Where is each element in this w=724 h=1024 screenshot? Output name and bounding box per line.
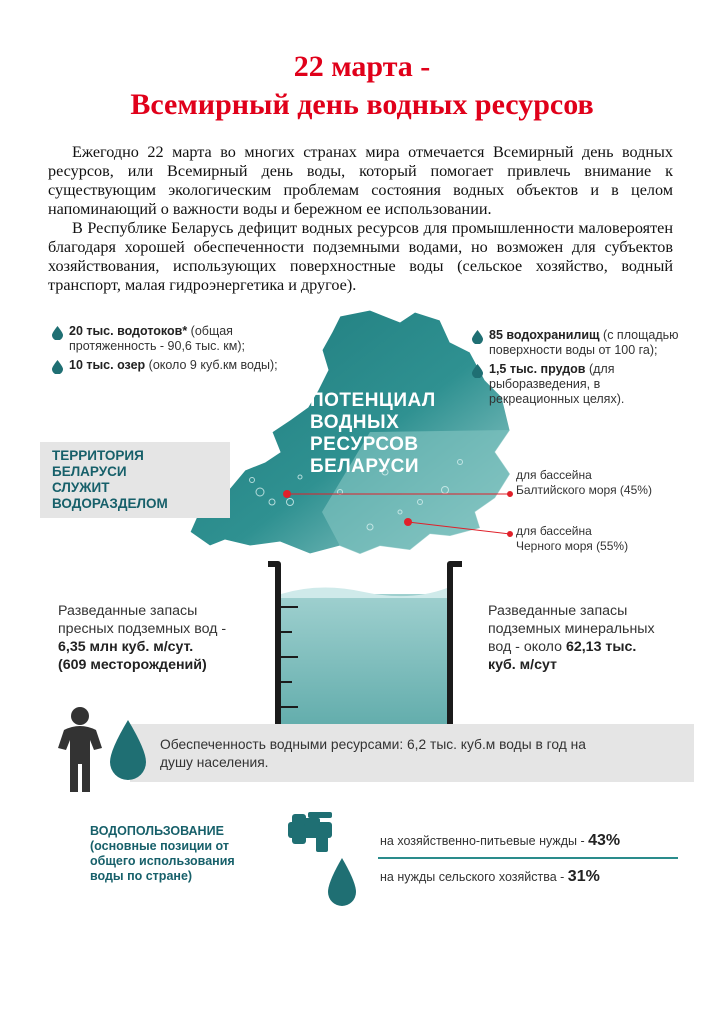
water-drop-icon	[472, 330, 483, 344]
usage-title-line-3: общего использования	[90, 854, 235, 868]
fresh-reserves-text	[58, 602, 268, 674]
baltic-marker-end	[507, 491, 513, 497]
fact-ponds	[472, 362, 694, 407]
fact-lakes	[52, 358, 292, 374]
water-drop-icon	[472, 364, 483, 378]
fact-lakes-rest: (около 9 куб.км воды);	[145, 358, 278, 372]
potential-line-4: БЕЛАРУСИ	[310, 456, 420, 477]
baltic-line-2: Балтийского моря (45%)	[516, 483, 652, 497]
fact-lakes-bold: 10 тыс. озер	[69, 358, 146, 372]
intro-paragraph-2: В Республике Беларусь дефицит водных ресурсов для промышленности маловероятен благодаря хорошей обеспеченности подземными водами, но возможен для субъектов хозяйствования, использующих поверхностные воды (сельское хозяйство, водный транспорт, малая гидроэнергетика и другое).	[48, 219, 673, 294]
water-resources-infographic	[40, 302, 694, 914]
fresh-value: 6,35 млн куб. м/сут.	[58, 639, 194, 655]
intro-text	[48, 143, 673, 295]
baltic-line-1: для бассейна	[516, 468, 592, 482]
potential-title	[310, 390, 490, 478]
mineral-value: 62,13 тыс.	[565, 639, 637, 655]
usage-row-agriculture	[380, 868, 680, 886]
mineral-line-3: вод - около	[488, 639, 566, 655]
territory-line-4: ВОДОРАЗДЕЛОМ	[52, 496, 168, 511]
beaker-water	[281, 594, 447, 745]
mineral-line-2: подземных минеральных	[488, 621, 655, 637]
mineral-unit: куб. м/сут	[488, 657, 557, 673]
territory-line-1: ТЕРРИТОРИЯ	[52, 448, 144, 463]
water-drop-icon	[52, 360, 63, 374]
fact-rivers-bold: 20 тыс. водотоков*	[69, 324, 188, 338]
person-icon	[58, 707, 102, 792]
fresh-line-1: Разведанные запасы	[58, 603, 198, 619]
black-line-1: для бассейна	[516, 524, 592, 538]
per-capita-line-2: душу населения.	[160, 755, 269, 770]
potential-line-1: ПОТЕНЦИАЛ	[310, 390, 436, 411]
water-drop-icon	[52, 326, 63, 340]
territory-line-3: СЛУЖИТ	[52, 480, 110, 495]
left-facts	[52, 324, 292, 378]
potential-line-2: ВОДНЫХ	[310, 412, 400, 433]
usage-row-drinking	[380, 832, 680, 850]
usage-agriculture-value: 31%	[567, 868, 600, 885]
usage-drinking-label: на хозяйственно-питьевые нужды -	[380, 834, 589, 848]
usage-drinking-value: 43%	[588, 832, 621, 849]
fact-reservoirs-rest: (с площадью поверхности воды от 100 га);	[489, 328, 679, 357]
right-facts	[472, 328, 694, 411]
intro-paragraph-1: Ежегодно 22 марта во многих странах мира отмечается Всемирный день водных ресурсов, или Всемирный день воды, который помогает привлечь внимание к существующим экологическим проблемам состояния водных объектов и в целом напоминающий о важности воды и бережном ее использовании.	[48, 143, 673, 218]
fact-reservoirs	[472, 328, 694, 358]
black-marker-end	[507, 531, 513, 537]
usage-agriculture-label: на нужды сельского хозяйства -	[380, 870, 568, 884]
fact-rivers	[52, 324, 292, 354]
black-basin-label	[516, 524, 628, 554]
usage-title-line-2: (основные позиции от	[90, 839, 229, 853]
fresh-deposits: (609 месторождений)	[58, 657, 207, 673]
potential-line-3: РЕСУРСОВ	[310, 434, 419, 455]
beaker-water-surface	[281, 587, 447, 598]
fact-reservoirs-bold: 85 водохранилищ	[489, 328, 600, 342]
fact-ponds-rest: (для рыборазведения, в рекреационных целях).	[489, 362, 625, 406]
usage-title	[90, 824, 270, 884]
baltic-basin-label	[516, 468, 652, 498]
usage-title-line-4: воды по стране)	[90, 869, 193, 883]
usage-divider	[378, 857, 678, 859]
usage-title-line-1: ВОДОПОЛЬЗОВАНИЕ	[90, 824, 224, 838]
fresh-line-2: пресных подземных вод -	[58, 621, 227, 637]
per-capita-line-1: Обеспеченность водными ресурсами: 6,2 тыс. куб.м воды в год на	[160, 737, 586, 752]
fact-rivers-rest: (общая протяженность - 90,6 тыс. км);	[69, 324, 245, 353]
black-marker	[404, 518, 412, 526]
territory-line-2: БЕЛАРУСИ	[52, 464, 127, 479]
per-capita-text	[160, 736, 690, 772]
page-title-line2: Всемирный день водных ресурсов	[130, 88, 594, 121]
territory-label	[40, 442, 230, 518]
baltic-marker	[283, 490, 291, 498]
page-title-line1: 22 марта -	[293, 50, 431, 83]
fact-ponds-bold: 1,5 тыс. прудов	[489, 362, 586, 376]
mineral-line-1: Разведанные запасы	[488, 603, 628, 619]
faucet-icon	[288, 812, 356, 906]
mineral-reserves-text	[488, 602, 694, 674]
black-line-2: Черного моря (55%)	[516, 539, 629, 553]
